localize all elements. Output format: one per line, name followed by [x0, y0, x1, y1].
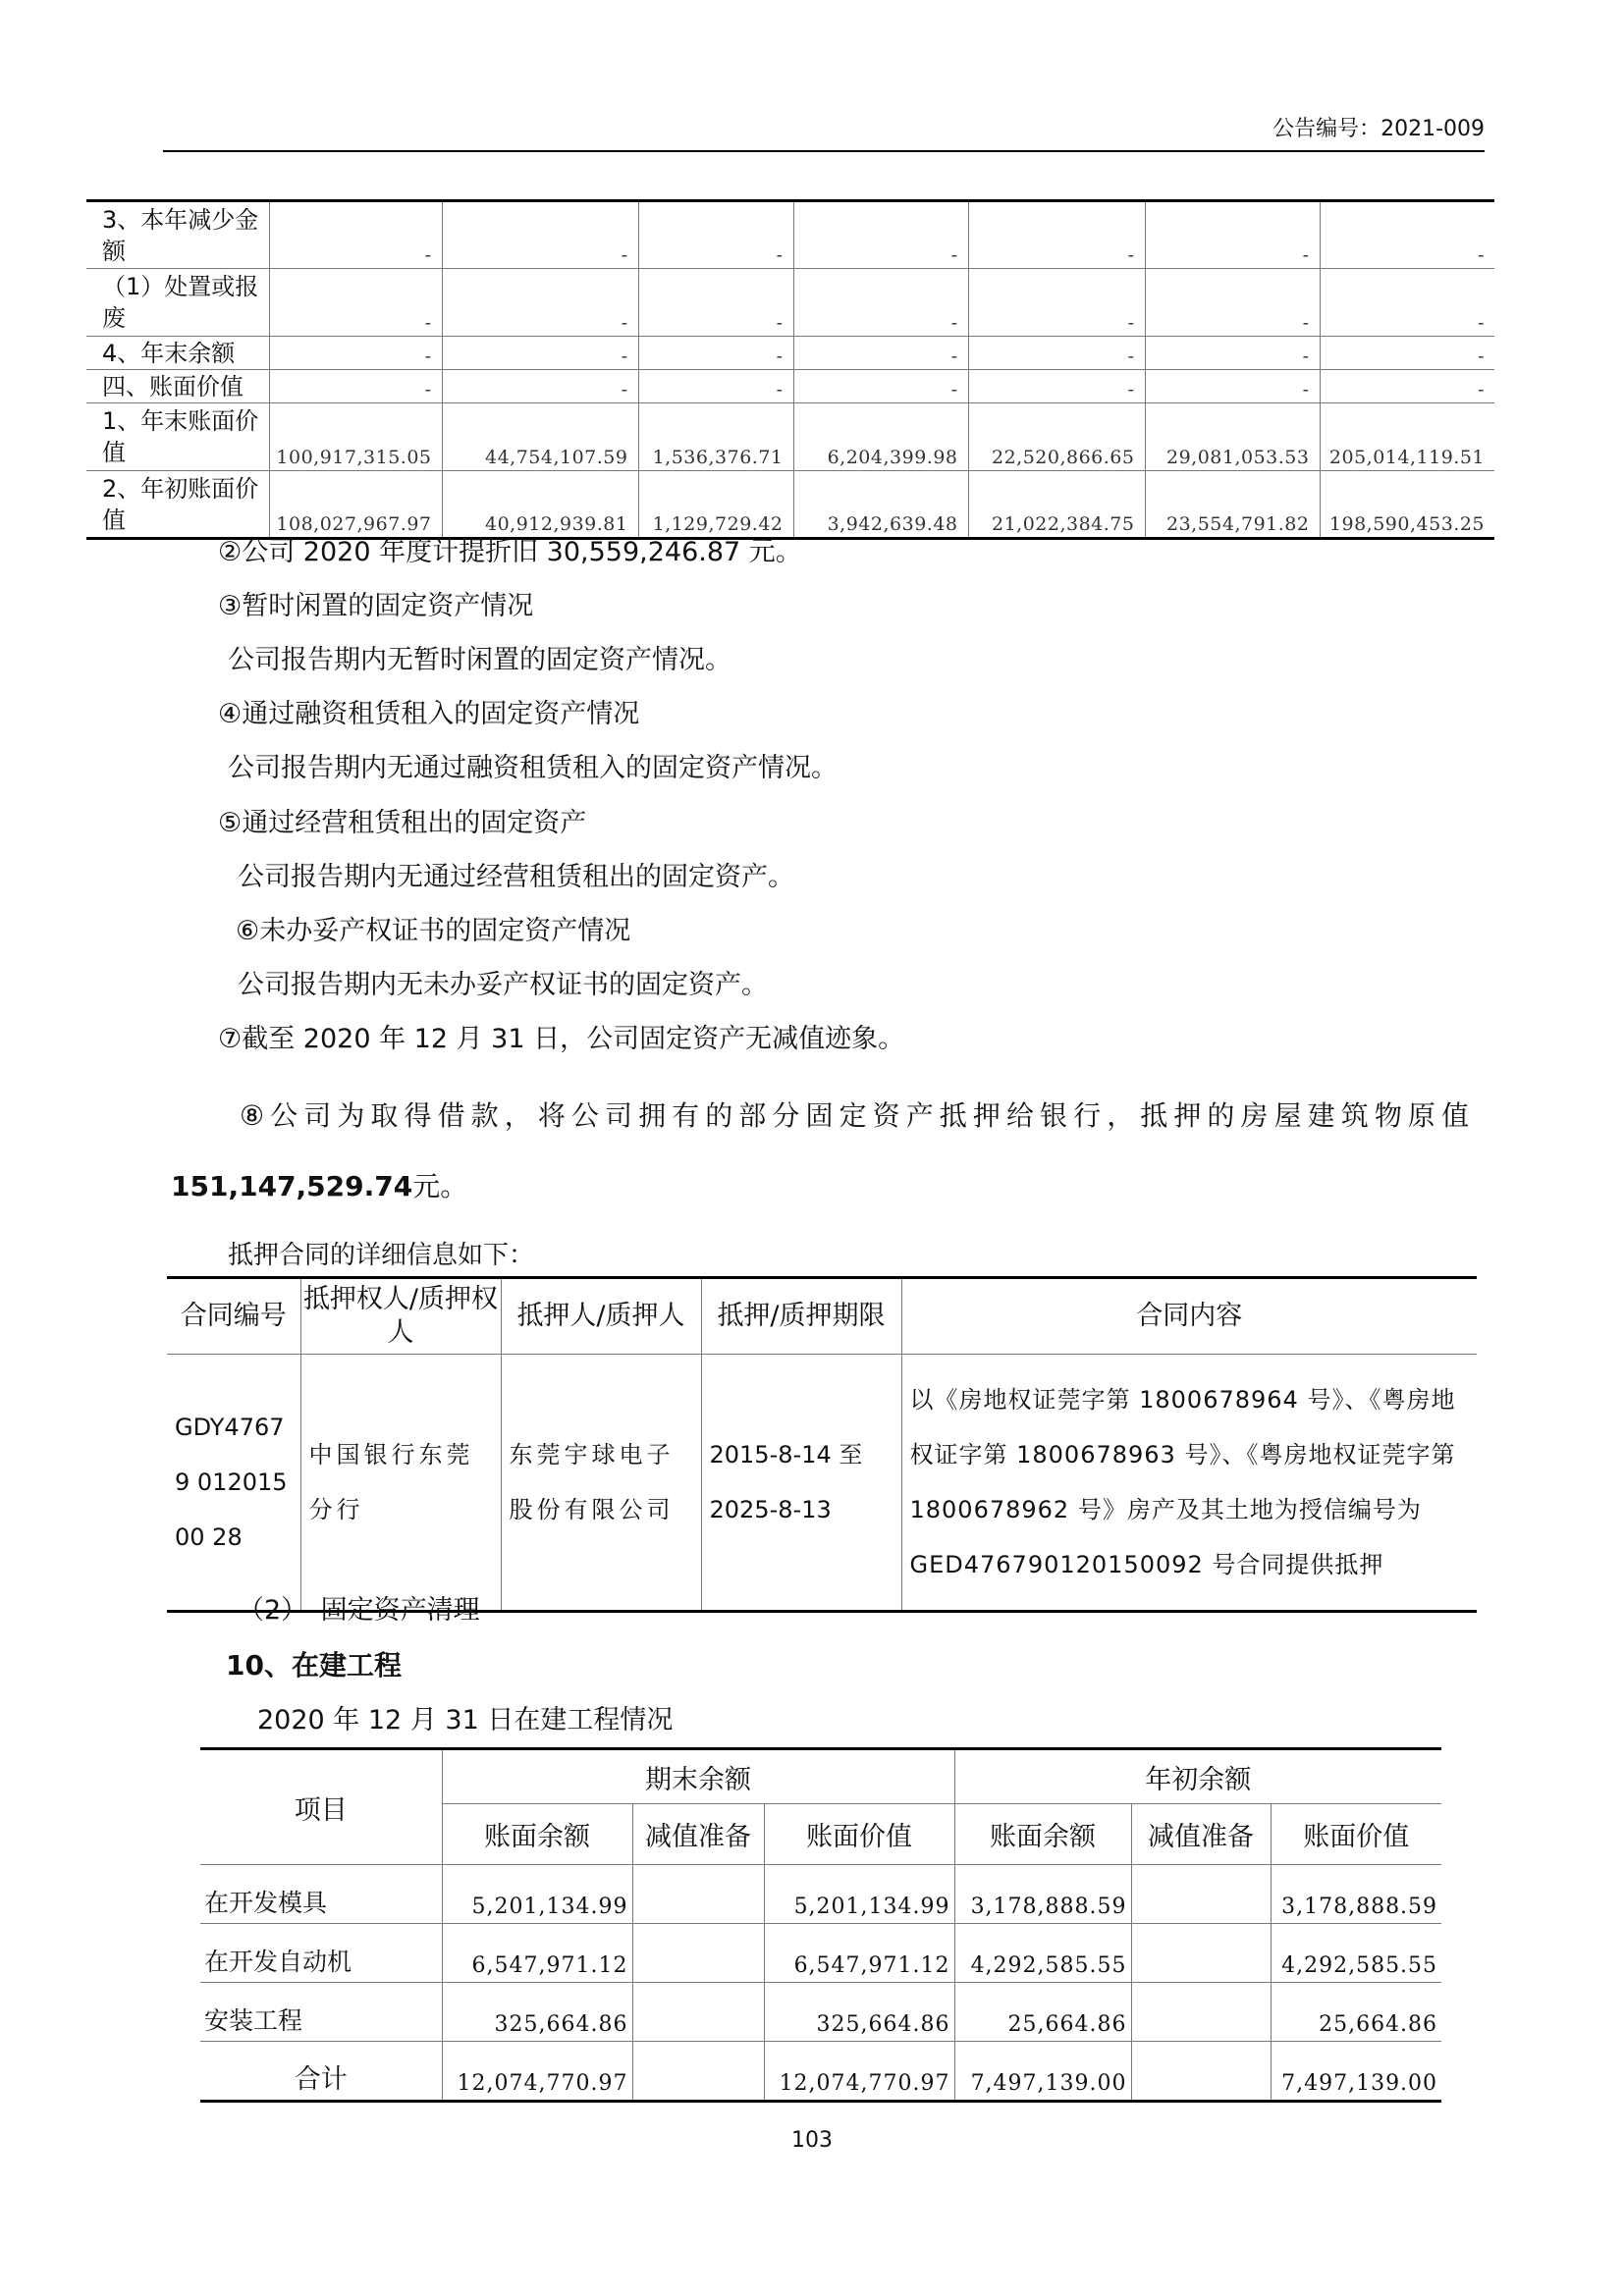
sub-header-cell: 减值准备 — [632, 1804, 764, 1865]
amount-cell: 3,178,888.59 — [1271, 1865, 1441, 1924]
amount-cell: 25,664.86 — [954, 1983, 1131, 2042]
amount-cell — [632, 1983, 764, 2042]
table-row — [200, 1865, 1441, 1924]
value-cell: - — [269, 201, 442, 269]
fixed-assets-row — [86, 370, 1494, 403]
depreciation-note: ②公司 2020 年度计提折旧 30,559,246.87 元。 — [218, 537, 802, 567]
value-cell: 1,129,729.42 — [638, 471, 793, 539]
value-cell: 21,022,384.75 — [968, 471, 1145, 539]
value-cell: - — [269, 269, 442, 337]
finance-lease-title: ④通过融资租赁租入的固定资产情况 — [218, 699, 640, 729]
value-cell: - — [442, 337, 638, 370]
mortgage-header-cell: 抵押人/质押人 — [501, 1278, 701, 1355]
amount-cell — [1131, 2042, 1271, 2102]
value-cell: - — [1320, 201, 1494, 269]
value-cell: - — [1145, 370, 1320, 403]
item-name: 合计 — [200, 2042, 442, 2102]
value-cell: - — [1145, 201, 1320, 269]
row-label: （1）处置或报废 — [86, 269, 269, 337]
amount-cell: 6,547,971.12 — [764, 1924, 954, 1983]
total-row — [200, 2042, 1441, 2102]
value-cell: - — [1320, 370, 1494, 403]
fixed-assets-row — [86, 337, 1494, 370]
value-cell: 40,912,939.81 — [442, 471, 638, 539]
fixed-asset-cleanup: （2） 固定资产清理 — [238, 1595, 480, 1626]
value-cell: - — [793, 337, 968, 370]
mortgage-header-cell: 抵押/质押期限 — [701, 1278, 901, 1355]
mortgage-unit: 元。 — [412, 1170, 468, 1202]
value-cell: - — [1320, 269, 1494, 337]
amount-cell: 7,497,139.00 — [1271, 2042, 1441, 2102]
value-cell: - — [269, 370, 442, 403]
idle-assets-body: 公司报告期内无暂时闲置的固定资产情况。 — [228, 645, 731, 675]
amount-cell: 5,201,134.99 — [764, 1865, 954, 1924]
fixed-assets-table — [86, 199, 1494, 540]
value-cell: - — [442, 269, 638, 337]
amount-cell: 4,292,585.55 — [954, 1924, 1131, 1983]
amount-cell: 12,074,770.97 — [442, 2042, 632, 2102]
header-rule — [163, 150, 1485, 152]
value-cell: - — [442, 201, 638, 269]
operating-lease-body: 公司报告期内无通过经营租赁租出的固定资产。 — [238, 862, 794, 892]
value-cell: - — [1320, 337, 1494, 370]
row-label: 1、年末账面价值 — [86, 403, 269, 471]
contract-content: 以《房地权证莞字第 1800678964 号》、《粤房地权证字第 1800678963 号》、《粤房地权证莞字第 1800678962 号》房产及其土地为授信编号为 GED476790120150092 号合同提供抵押 — [901, 1355, 1477, 1612]
mortgage-contract-row — [167, 1355, 1477, 1612]
value-cell: - — [638, 269, 793, 337]
value-cell: 29,081,053.53 — [1145, 403, 1320, 471]
amount-cell: 25,664.86 — [1271, 1983, 1441, 2042]
value-cell: - — [1145, 269, 1320, 337]
opening-balance-header: 年初余额 — [954, 1749, 1441, 1804]
value-cell: - — [793, 269, 968, 337]
value-cell: 3,942,639.48 — [793, 471, 968, 539]
mortgage-header-cell: 合同内容 — [901, 1278, 1477, 1355]
value-cell: - — [968, 337, 1145, 370]
no-certificate-title: ⑥未办妥产权证书的固定资产情况 — [236, 916, 631, 946]
value-cell: 1,536,376.71 — [638, 403, 793, 471]
value-cell: - — [1145, 337, 1320, 370]
value-cell: - — [793, 370, 968, 403]
sub-header-cell: 账面余额 — [442, 1804, 632, 1865]
mortgage-header-cell: 抵押权人/质押权人 — [300, 1278, 501, 1355]
amount-cell: 325,664.86 — [442, 1983, 632, 2042]
no-certificate-body: 公司报告期内无未办妥产权证书的固定资产。 — [238, 970, 768, 1000]
amount-cell — [632, 1924, 764, 1983]
value-cell: 108,027,967.97 — [269, 471, 442, 539]
impairment-note: ⑦截至 2020 年 12 月 31 日，公司固定资产无减值迹象。 — [218, 1024, 905, 1054]
mortgage-note-line1: ⑧公司为取得借款，将公司拥有的部分固定资产抵押给银行，抵押的房屋建筑物原值 — [240, 1099, 1473, 1132]
value-cell: - — [793, 201, 968, 269]
value-cell: - — [638, 370, 793, 403]
construction-table — [200, 1747, 1441, 2103]
value-cell: 100,917,315.05 — [269, 403, 442, 471]
table-row — [200, 1983, 1441, 2042]
sub-header-cell: 账面价值 — [764, 1804, 954, 1865]
row-label: 四、账面价值 — [86, 370, 269, 403]
mortgage-detail-intro: 抵押合同的详细信息如下： — [228, 1241, 535, 1270]
value-cell: - — [968, 269, 1145, 337]
operating-lease-title: ⑤通过经营租赁租出的固定资产 — [218, 808, 587, 838]
item-name: 在开发模具 — [200, 1865, 442, 1924]
construction-caption: 2020 年 12 月 31 日在建工程情况 — [257, 1705, 674, 1735]
mortgagor: 东莞宇球电子股份有限公司 — [501, 1355, 701, 1612]
mortgage-term: 2015-8-14 至 2025-8-13 — [701, 1355, 901, 1612]
item-name: 在开发自动机 — [200, 1924, 442, 1983]
amount-cell — [1131, 1983, 1271, 2042]
value-cell: - — [638, 201, 793, 269]
mortgagee: 中国银行东莞分行 — [300, 1355, 501, 1612]
fixed-assets-row — [86, 201, 1494, 269]
amount-cell: 6,547,971.12 — [442, 1924, 632, 1983]
sub-header-cell: 账面余额 — [954, 1804, 1131, 1865]
fixed-assets-row — [86, 471, 1494, 539]
row-label: 2、年初账面价值 — [86, 471, 269, 539]
value-cell: 198,590,453.25 — [1320, 471, 1494, 539]
item-header: 项目 — [200, 1749, 442, 1865]
finance-lease-body: 公司报告期内无通过融资租赁租入的固定资产情况。 — [228, 753, 838, 783]
section-title: 10、在建工程 — [226, 1649, 402, 1682]
mortgage-contract-table — [167, 1276, 1477, 1613]
value-cell: - — [638, 337, 793, 370]
fixed-assets-row — [86, 269, 1494, 337]
amount-cell — [632, 1865, 764, 1924]
value-cell: 6,204,399.98 — [793, 403, 968, 471]
closing-balance-header: 期末余额 — [442, 1749, 954, 1804]
mortgage-amount: 151,147,529.74 — [171, 1170, 413, 1202]
value-cell: 205,014,119.51 — [1320, 403, 1494, 471]
amount-cell: 325,664.86 — [764, 1983, 954, 2042]
contract-number: GDY47679 01201500 28 — [167, 1355, 300, 1612]
mortgage-note-line2 — [171, 1170, 467, 1203]
amount-cell — [632, 2042, 764, 2102]
amount-cell: 12,074,770.97 — [764, 2042, 954, 2102]
page-number: 103 — [791, 2128, 833, 2153]
row-label: 4、年末余额 — [86, 337, 269, 370]
value-cell: - — [968, 370, 1145, 403]
value-cell: 23,554,791.82 — [1145, 471, 1320, 539]
value-cell: - — [269, 337, 442, 370]
value-cell: 22,520,866.65 — [968, 403, 1145, 471]
mortgage-header-cell: 合同编号 — [167, 1278, 300, 1355]
idle-assets-title: ③暂时闲置的固定资产情况 — [218, 591, 534, 621]
value-cell: 44,754,107.59 — [442, 403, 638, 471]
value-cell: - — [968, 201, 1145, 269]
amount-cell: 7,497,139.00 — [954, 2042, 1131, 2102]
amount-cell: 4,292,585.55 — [1271, 1924, 1441, 1983]
item-name: 安装工程 — [200, 1983, 442, 2042]
sub-header-cell: 减值准备 — [1131, 1804, 1271, 1865]
value-cell: - — [442, 370, 638, 403]
row-label: 3、本年减少金额 — [86, 201, 269, 269]
amount-cell: 3,178,888.59 — [954, 1865, 1131, 1924]
amount-cell — [1131, 1865, 1271, 1924]
amount-cell — [1131, 1924, 1271, 1983]
announcement-number: 公告编号：2021-009 — [1272, 117, 1485, 141]
table-row — [200, 1924, 1441, 1983]
fixed-assets-row — [86, 403, 1494, 471]
sub-header-cell: 账面价值 — [1271, 1804, 1441, 1865]
amount-cell: 5,201,134.99 — [442, 1865, 632, 1924]
